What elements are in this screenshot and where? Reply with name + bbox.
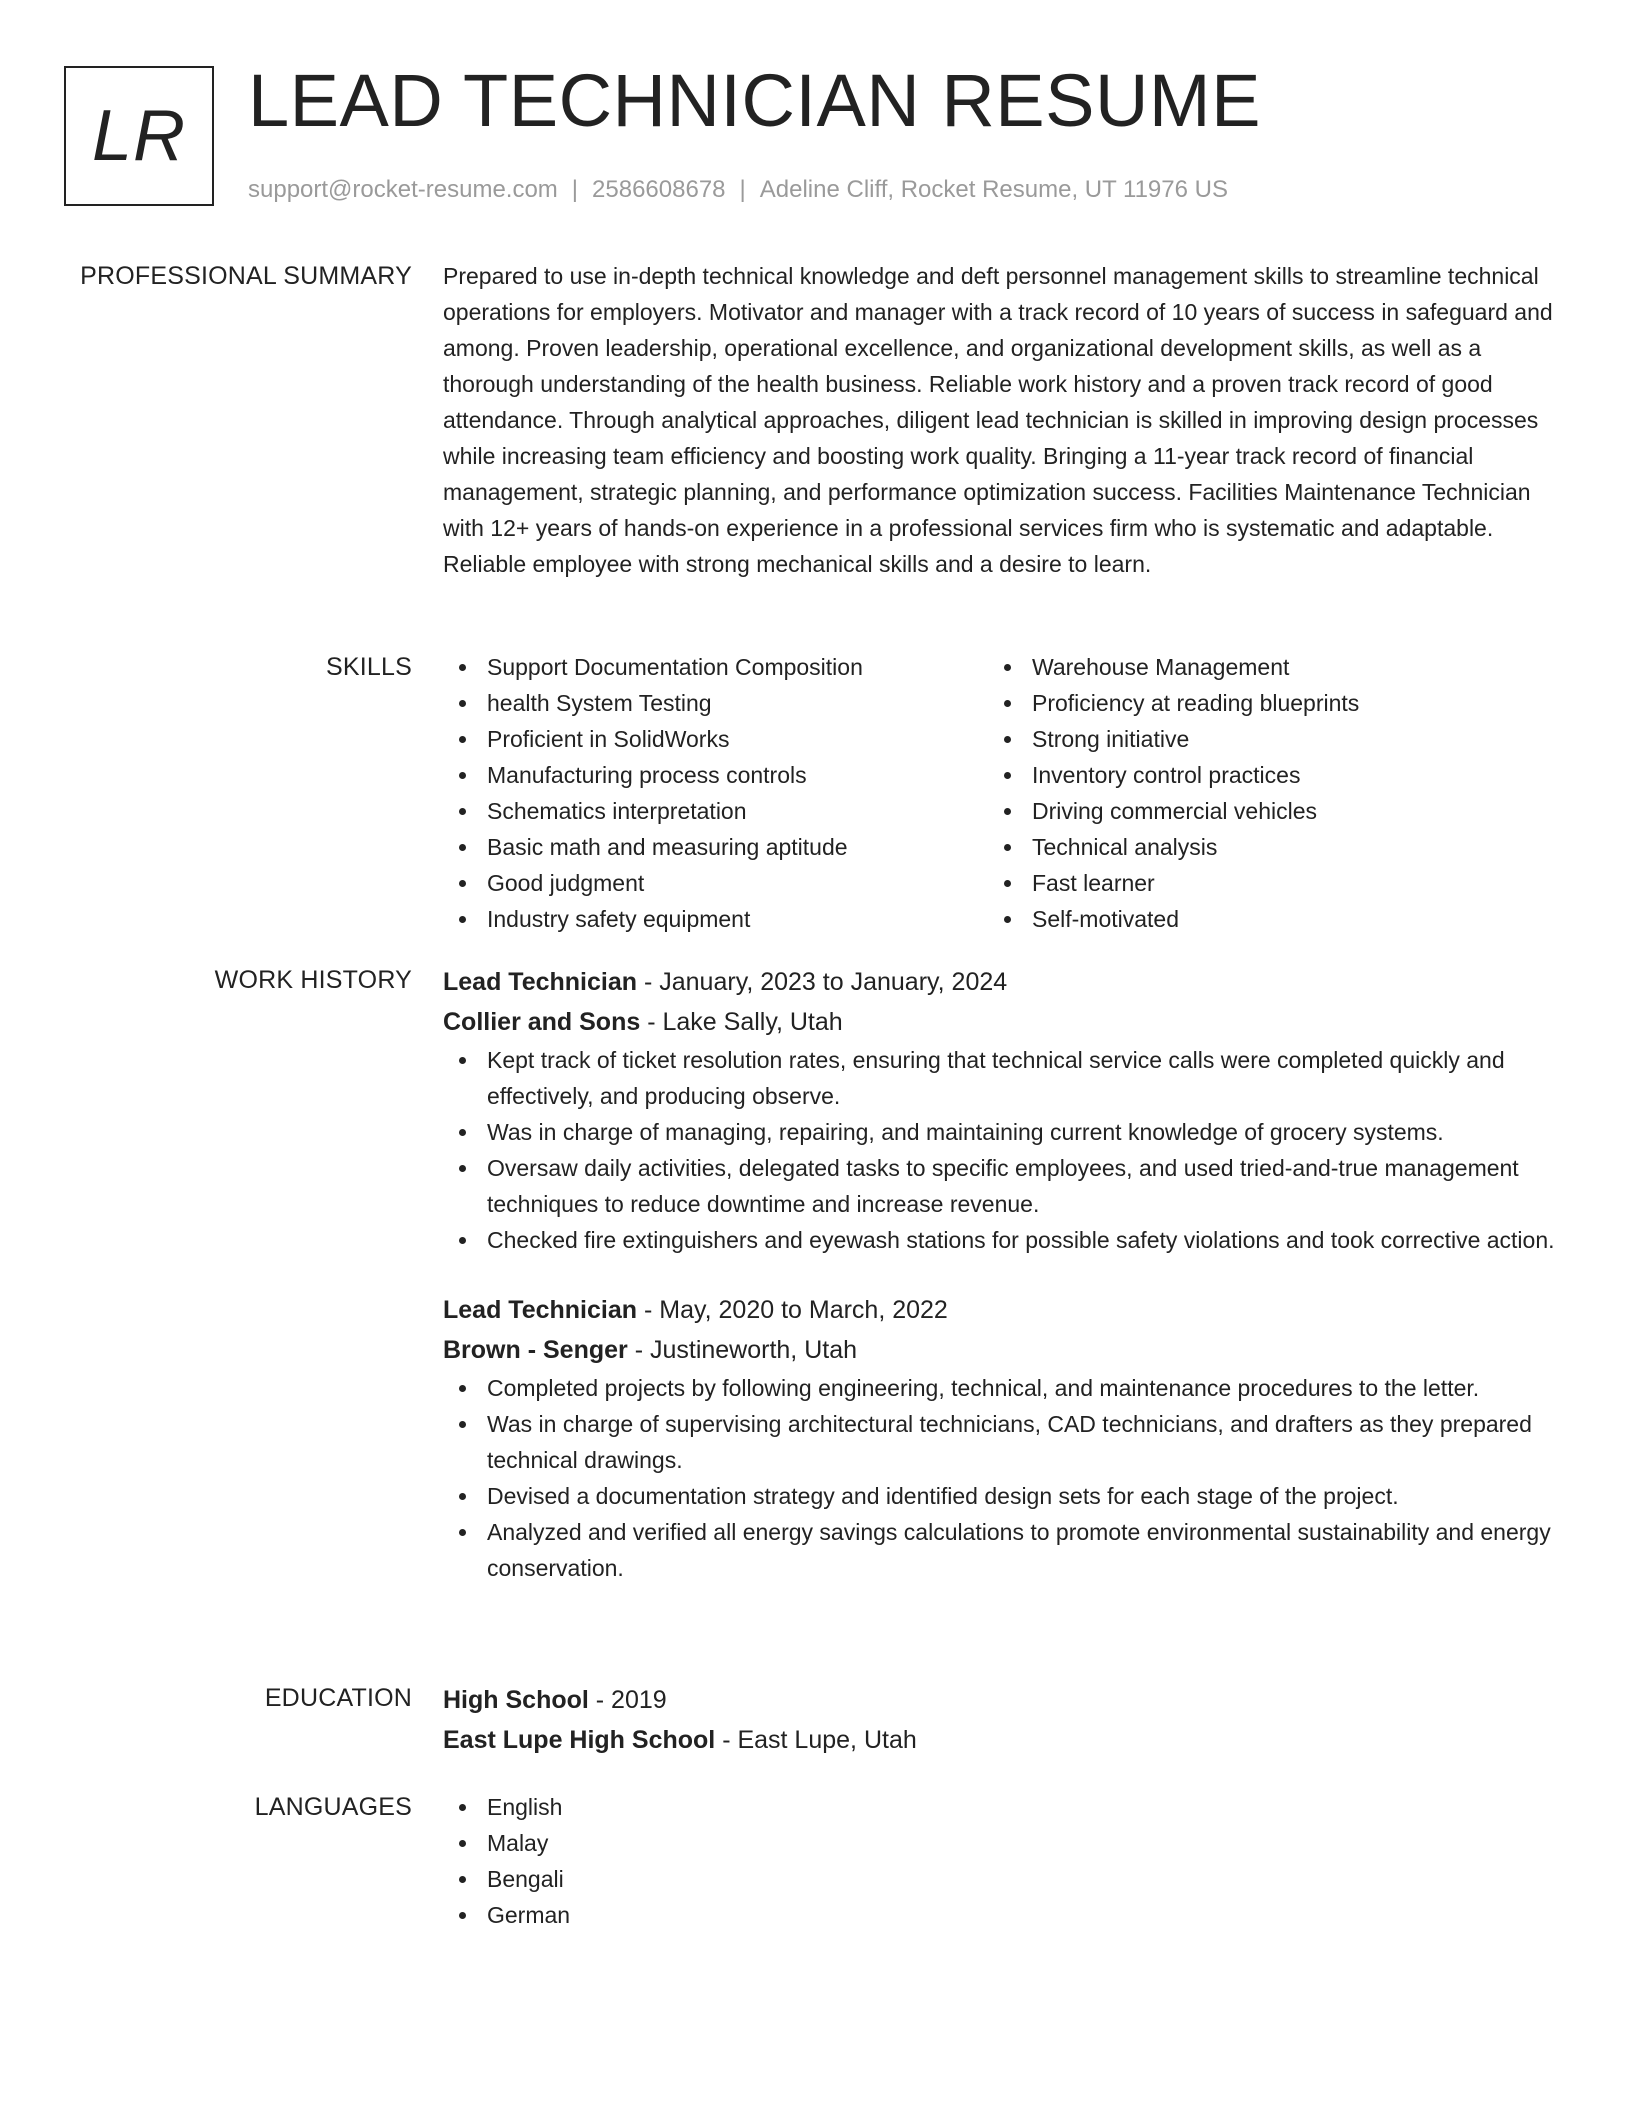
education-year: - 2019 [588,1686,667,1714]
job-bullets [443,1370,1558,1586]
work-history-label: WORK HISTORY [214,966,412,994]
job-company-line [443,1002,1558,1042]
education-school-line [443,1720,1558,1760]
skill-item: Support Documentation Composition [443,649,988,685]
skill-item: Proficiency at reading blueprints [988,685,1533,721]
skill-item: Industry safety equipment [443,901,988,937]
skill-item: Driving commercial vehicles [988,793,1533,829]
job-bullet: Oversaw daily activities, delegated tasks to specific employees, and used tried-and-true management techniques to reduce downtime and increase revenue. [443,1150,1558,1222]
skill-item: Basic math and measuring aptitude [443,829,988,865]
job-entry [443,1290,1558,1586]
job-location: - Lake Sally, Utah [640,1008,843,1036]
skills-columns [443,649,1558,937]
job-dates: - May, 2020 to March, 2022 [637,1296,948,1324]
education-body [443,1680,1558,1760]
skill-item: Self-motivated [988,901,1533,937]
languages-list [443,1789,1558,1933]
contact-phone: 2586608678 [592,176,726,203]
summary-label: PROFESSIONAL SUMMARY [80,262,412,290]
education-label: EDUCATION [264,1684,412,1712]
skills-list-right [988,649,1533,937]
job-bullet: Was in charge of managing, repairing, and maintaining current knowledge of grocery systems. [443,1114,1558,1150]
skill-item: Proficient in SolidWorks [443,721,988,757]
job-title-line [443,1290,1558,1330]
languages-label: LANGUAGES [254,1793,412,1821]
job-title: Lead Technician [443,1296,638,1324]
skill-item: Manufacturing process controls [443,757,988,793]
monogram-badge: LR [64,66,214,206]
skill-item: Fast learner [988,865,1533,901]
education-school: East Lupe High School [443,1726,716,1754]
skill-item: Strong initiative [988,721,1533,757]
skill-item: Technical analysis [988,829,1533,865]
job-location: - Justineworth, Utah [627,1336,858,1364]
education-location: - East Lupe, Utah [715,1726,917,1754]
resume-title: LEAD TECHNICIAN RESUME [248,59,1261,142]
skills-label: SKILLS [326,653,412,681]
contact-email: support@rocket-resume.com [248,176,558,203]
job-bullet: Analyzed and verified all energy savings calculations to promote environmental sustainability and energy conservation. [443,1514,1558,1586]
job-entry [443,962,1558,1258]
work-history-body [443,962,1558,1586]
job-bullet: Was in charge of supervising architectural technicians, CAD technicians, and drafters as they prepared technical drawings. [443,1406,1558,1478]
skill-item: Good judgment [443,865,988,901]
contact-line [248,172,1228,208]
education-degree-line [443,1680,1558,1720]
contact-separator: | [571,176,579,203]
contact-separator: | [739,176,746,203]
language-item: Malay [443,1825,1558,1861]
job-company: Collier and Sons [443,1008,641,1036]
languages-body [443,1789,1558,1933]
job-company: Brown - Senger [443,1336,628,1364]
contact-address: Adeline Cliff, Rocket Resume, UT 11976 US [759,176,1228,203]
language-item: German [443,1897,1558,1933]
skill-item: Schematics interpretation [443,793,988,829]
education-degree: High School [443,1686,589,1714]
job-dates: - January, 2023 to January, 2024 [637,968,1008,996]
job-company-line [443,1330,1558,1370]
job-bullet: Checked fire extinguishers and eyewash stations for possible safety violations and took corrective action. [443,1222,1558,1258]
job-bullet: Completed projects by following engineering, technical, and maintenance procedures to the letter. [443,1370,1558,1406]
summary-body [443,258,1558,582]
job-bullet: Devised a documentation strategy and identified design sets for each stage of the project. [443,1478,1558,1514]
skill-item: Inventory control practices [988,757,1533,793]
language-item: English [443,1789,1558,1825]
language-item: Bengali [443,1861,1558,1897]
job-title: Lead Technician [443,968,638,996]
job-bullets [443,1042,1558,1258]
summary-text: Prepared to use in-depth technical knowledge and deft personnel management skills to streamline technical operations for employers. Motivator and manager with a track record of 10 years of success in safeguard and among. Proven leadership, operational excellence, and organizational development skills, as well as a thorough understanding of the health business. Reliable work history and a proven track record of good attendance. Through analytical approaches, diligent lead technician is skilled in improving design processes while increasing team efficiency and boosting work quality. Bringing a 11-year track record of financial management, strategic planning, and performance optimization success. Facilities Maintenance Technician with 12+ years of hands-on experience in a professional services firm who is systematic and adaptable. Reliable employee with strong mechanical skills and a desire to learn. [443,263,1553,577]
skill-item: health System Testing [443,685,988,721]
skills-list-left [443,649,988,937]
job-title-line [443,962,1558,1002]
skill-item: Warehouse Management [988,649,1533,685]
job-bullet: Kept track of ticket resolution rates, ensuring that technical service calls were completed quickly and effectively, and producing observe. [443,1042,1558,1114]
skills-body [443,649,1558,937]
